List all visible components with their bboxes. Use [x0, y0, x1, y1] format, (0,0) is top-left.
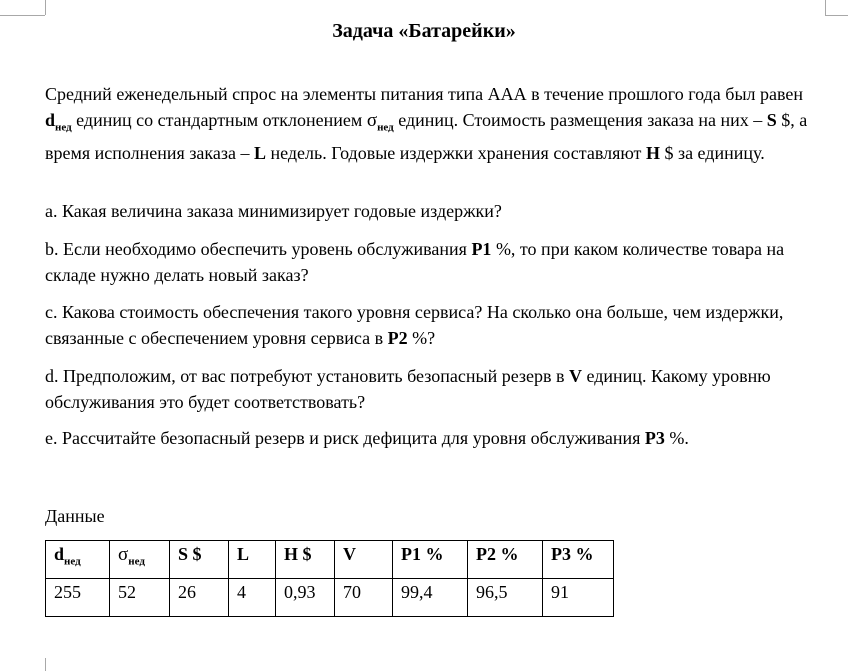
- value-v: 70: [335, 579, 393, 617]
- table-row: [46, 579, 614, 617]
- question-e: e. Рассчитайте безопасный резерв и риск дефицита для уровня обслуживания P3 %.: [45, 428, 689, 448]
- intro-text-6: $ за единицу.: [659, 142, 765, 163]
- question-b: b. Если необходимо обеспечить уровень обслуживания P1 %, то при каком количестве товара на складе нужно делать новый заказ?: [45, 239, 785, 285]
- header-p1: P1 %: [393, 541, 468, 579]
- var-d-ned: $d_{нед}$: [45, 109, 72, 134]
- var-v: V: [569, 366, 583, 386]
- value-s: 26: [170, 579, 229, 617]
- header-sigma-ned: $\sigma_{нед}$: [110, 541, 170, 579]
- intro-text-5: недель. Годовые издержки хранения составляют: [266, 142, 646, 163]
- header-d-ned: $d_{нед}$: [46, 541, 110, 579]
- data-table: [45, 540, 614, 617]
- question-d: d. Предположим, от вас потребуют установить безопасный резерв в V единиц. Какому уровню обслуживания это будет соответствовать?: [45, 366, 771, 412]
- table-header-row: [46, 541, 614, 579]
- question-c: c. Какова стоимость обеспечения такого уровня сервиса? На сколько она больше, чем издержки, связанные с обеспечением уровня сервиса в P2 %?: [45, 302, 784, 348]
- crop-mark-top-left-h: [0, 15, 45, 16]
- intro-text-4: $, а время исполнения заказа –: [45, 109, 808, 163]
- var-p2: P2: [387, 327, 408, 348]
- value-sigma-ned: 52: [110, 579, 170, 617]
- intro-text-3: единиц. Стоимость размещения заказа на них –: [393, 109, 767, 130]
- var-p1: P1: [471, 239, 492, 259]
- value-p3: 91: [543, 579, 614, 617]
- question-a: a. Какая величина заказа минимизирует годовые издержки?: [45, 201, 502, 221]
- crop-mark-top-right-h: [825, 15, 848, 16]
- var-h: H: [645, 142, 660, 163]
- intro-text-1: Средний еженедельный спрос на элементы питания типа ААА в течение прошлого года был равен: [45, 84, 804, 104]
- intro-paragraph: [45, 82, 820, 166]
- header-l: L: [229, 541, 276, 579]
- header-p3: P3 %: [543, 541, 614, 579]
- value-p1: 99,4: [393, 579, 468, 617]
- header-s: S $: [170, 541, 229, 579]
- var-s: S: [766, 109, 777, 130]
- header-p2: P2 %: [468, 541, 543, 579]
- value-p2: 96,5: [468, 579, 543, 617]
- page-title: Задача «Батарейки»: [332, 20, 516, 42]
- var-p3: P3: [644, 428, 665, 448]
- crop-mark-top-right-v: [825, 0, 826, 15]
- crop-mark-bottom-left-v: [45, 658, 46, 671]
- header-h: H $: [276, 541, 335, 579]
- crop-mark-top-left-v: [45, 0, 46, 15]
- value-h: 0,93: [276, 579, 335, 617]
- var-l: L: [254, 142, 267, 163]
- value-d-ned: 255: [46, 579, 110, 617]
- intro-text-2: единиц со стандартным отклонением: [71, 109, 367, 130]
- var-sigma-ned: $\sigma_{нед}$: [366, 109, 394, 134]
- header-v: V: [335, 541, 393, 579]
- value-l: 4: [229, 579, 276, 617]
- data-label: Данные: [45, 506, 105, 526]
